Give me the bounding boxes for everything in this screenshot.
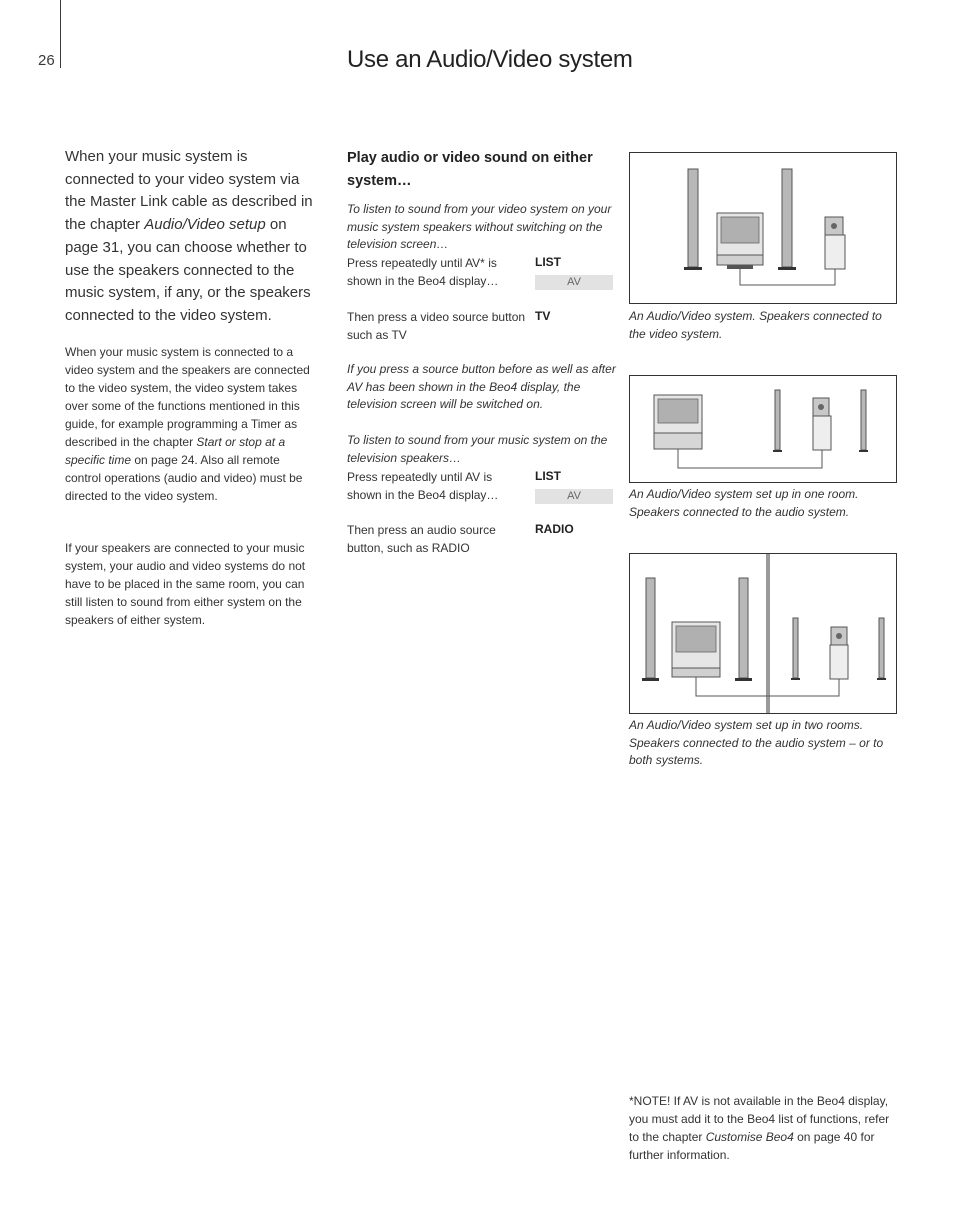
step-2-key: TV bbox=[535, 309, 551, 323]
master-link-cable-icon bbox=[678, 449, 822, 468]
speaker-left-base-icon bbox=[642, 678, 659, 681]
body-paragraph-1 bbox=[65, 343, 317, 505]
music-system-body-icon bbox=[813, 416, 831, 450]
music-intro: To listen to sound from your music system on the television speakers… bbox=[347, 433, 608, 465]
speaker-right-icon bbox=[782, 169, 792, 267]
body1-chapter-ref: Start or stop at a specific time bbox=[65, 435, 286, 467]
body-paragraph-2: If your speakers are connected to your music system, your audio and video systems do not have to be placed in the same room, you can still listen to sound from either system on the speakers of either system. bbox=[65, 541, 306, 627]
footnote-text-1: *NOTE! If AV is not available in the Beo4 display, you must add it to the Beo4 list of functions, refer to the chapter bbox=[629, 1094, 890, 1144]
music-system-knob-icon bbox=[836, 633, 842, 639]
tv-stand-icon bbox=[717, 255, 763, 265]
step-2-text: Then press a video source button such as TV bbox=[347, 310, 526, 342]
av-system-illustration bbox=[630, 153, 896, 303]
intro-chapter-ref: Audio/Video setup bbox=[144, 216, 266, 234]
page-number: 26 bbox=[38, 52, 55, 69]
speaker-left-icon bbox=[688, 169, 698, 267]
room2-speaker-left-base-icon bbox=[791, 678, 800, 680]
speaker-left-base-icon bbox=[684, 267, 702, 270]
footnote-text-2: on page 40 for further information. bbox=[629, 1130, 875, 1162]
figure-two-rooms bbox=[629, 553, 897, 714]
tv-screen-icon bbox=[676, 626, 716, 652]
section-heading: Play audio or video sound on either system… bbox=[347, 150, 593, 189]
step-3-text: Press repeatedly until AV is shown in the Beo4 display… bbox=[347, 470, 499, 502]
footnote-chapter-ref: Customise Beo4 bbox=[705, 1130, 794, 1144]
speaker-left-base-icon bbox=[773, 450, 782, 452]
step-4-text: Then press an audio source button, such as RADIO bbox=[347, 523, 496, 555]
step-1-key: LIST bbox=[535, 255, 561, 269]
figure-1-caption: An Audio/Video system. Speakers connected to the video system. bbox=[629, 309, 882, 341]
speaker-right-base-icon bbox=[778, 267, 796, 270]
figure-one-room bbox=[629, 375, 897, 483]
speaker-left-icon bbox=[775, 390, 780, 450]
speaker-right-icon bbox=[739, 578, 748, 678]
tv-foot-icon bbox=[727, 265, 753, 269]
header-rule bbox=[60, 0, 61, 68]
music-system-knob-icon bbox=[818, 404, 824, 410]
figure-av-system bbox=[629, 152, 897, 304]
intro-paragraph bbox=[65, 146, 315, 328]
master-link-cable-icon bbox=[740, 269, 835, 285]
video-intro: To listen to sound from your video system on your music system speakers without switching on the television screen… bbox=[347, 202, 612, 251]
tv-stand-icon bbox=[654, 433, 702, 449]
room2-speaker-right-base-icon bbox=[877, 678, 886, 680]
room2-speaker-left-icon bbox=[793, 618, 798, 678]
one-room-illustration bbox=[630, 376, 896, 482]
speaker-left-icon bbox=[646, 578, 655, 678]
step-1-display: AV bbox=[535, 275, 613, 290]
two-rooms-illustration bbox=[630, 554, 896, 713]
step-3-display: AV bbox=[535, 489, 613, 504]
body1-text-1: When your music system is connected to a video system and the speakers are connected to the video system, the video system takes over some of the functions mentioned in this guide, for example programming a Timer as described in the chapter bbox=[65, 345, 310, 449]
intro-text-1: When your music system is connected to your video system via the Master Link cable as described in the chapter bbox=[65, 148, 313, 234]
speaker-right-icon bbox=[861, 390, 866, 450]
music-system-body-icon bbox=[825, 235, 845, 269]
intro-text-2: on page 31, you can choose whether to use the speakers connected to the music system, if any, or the speakers connected to the video system. bbox=[65, 216, 311, 324]
figure-2-caption: An Audio/Video system set up in one room. Speakers connected to the audio system. bbox=[629, 487, 859, 519]
footnote bbox=[629, 1092, 899, 1164]
figure-3-caption: An Audio/Video system set up in two rooms. Speakers connected to the audio system – or to both systems. bbox=[629, 718, 884, 767]
room2-speaker-right-icon bbox=[879, 618, 884, 678]
page-title: Use an Audio/Video system bbox=[347, 46, 633, 73]
speaker-right-base-icon bbox=[735, 678, 752, 681]
tv-stand-icon bbox=[672, 668, 720, 677]
step-3-key: LIST bbox=[535, 469, 561, 483]
music-system-knob-icon bbox=[831, 223, 837, 229]
step-4-key: RADIO bbox=[535, 522, 574, 536]
body1-text-2: on page 24. Also all remote control operations (audio and video) must be directed to the video system. bbox=[65, 453, 303, 503]
step-1-text: Press repeatedly until AV* is shown in the Beo4 display… bbox=[347, 256, 499, 288]
room-divider-icon bbox=[766, 554, 770, 713]
tv-screen-icon bbox=[658, 399, 698, 423]
music-system-body-icon bbox=[830, 645, 848, 679]
tv-screen-icon bbox=[721, 217, 759, 243]
speaker-right-base-icon bbox=[859, 450, 868, 452]
source-note: If you press a source button before as well as after AV has been shown in the Beo4 display, the television screen will be switched on. bbox=[347, 362, 616, 411]
